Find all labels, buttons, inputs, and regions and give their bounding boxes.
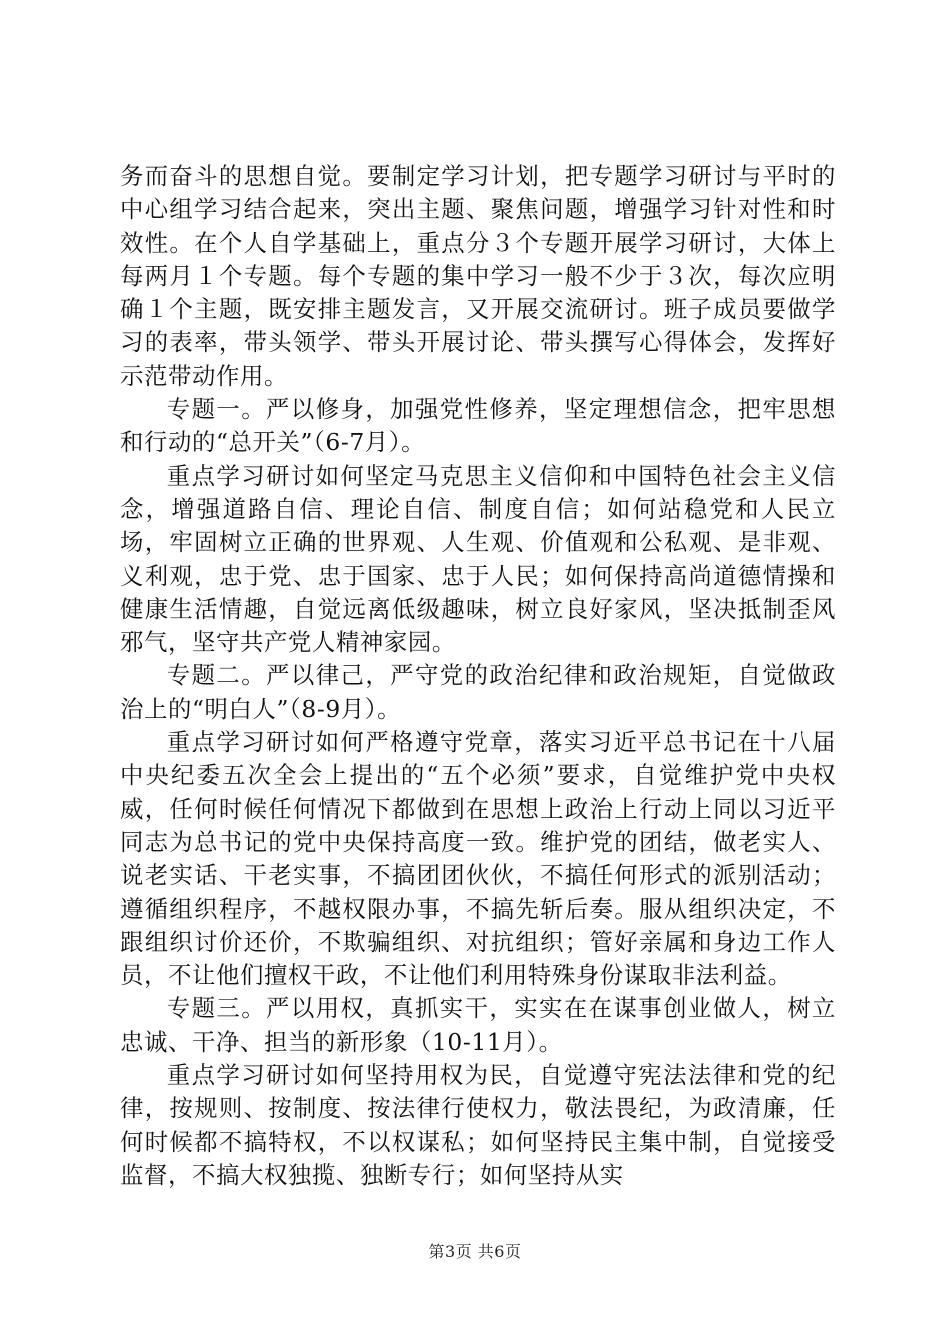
- topic-three-heading: 专题三。严以用权，真抓实干，实实在在谋事创业做人，树立忠诚、干净、担当的新形象（10-11月）。: [120, 994, 836, 1056]
- topic-two-heading: 专题二。严以律己，严守党的政治纪律和政治规矩，自觉做政治上的“明白人”（8-9月）。: [120, 661, 836, 723]
- topic-one-body: 重点学习研讨如何坚定马克思主义信仰和中国特色社会主义信念，增强道路自信、理论自信、制度自信；如何站稳党和人民立场，牢固树立正确的世界观、人生观、价值观和公私观、是非观、义利观，忠于党、忠于国家、忠于人民；如何保持高尚道德情操和健康生活情趣，自觉远离低级趣味，树立良好家风，坚决抵制歪风邪气，坚守共产党人精神家园。: [120, 461, 836, 657]
- document-body: [120, 160, 836, 1192]
- topic-three-body: 重点学习研讨如何坚持用权为民，自觉遵守宪法法律和党的纪律，按规则、按制度、按法律行使权力，敬法畏纪，为政清廉，任何时候都不搞特权，不以权谋私；如何坚持民主集中制，自觉接受监督，不搞大权独揽、独断专行；如何坚持从实: [120, 1061, 836, 1189]
- paragraph-continuation: 务而奋斗的思想自觉。要制定学习计划，把专题学习研讨与平时的中心组学习结合起来，突出主题、聚焦问题，增强学习针对性和时效性。在个人自学基础上，重点分３个专题开展学习研讨，大体上每两月１个专题。每个专题的集中学习一般不少于３次，每次应明确１个主题，既安排主题发言，又开展交流研讨。班子成员要做学习的表率，带头领学、带头开展讨论、带头撰写心得体会，发挥好示范带动作用。: [120, 162, 836, 390]
- page-number-footer: 第3页 共6页: [428, 1242, 522, 1261]
- topic-one-heading: 专题一。严以修身，加强党性修养，坚定理想信念，把牢思想和行动的“总开关”（6-7月）。: [120, 395, 836, 457]
- topic-two-body: 重点学习研讨如何严格遵守党章，落实习近平总书记在十八届中央纪委五次全会上提出的“五个必须”要求，自觉维护党中央权威，任何时候任何情况下都做到在思想上政治上行动上同以习近平同志为总书记的党中央保持高度一致。维护党的团结，做老实人、说老实话、干老实事，不搞团团伙伙，不搞任何形式的派别活动；遵循组织程序，不越权限办事，不搞先斩后奏。服从组织决定，不跟组织讨价还价，不欺骗组织、对抗组织；管好亲属和身边工作人员，不让他们擅权干政，不让他们利用特殊身份谋取非法利益。: [120, 728, 836, 990]
